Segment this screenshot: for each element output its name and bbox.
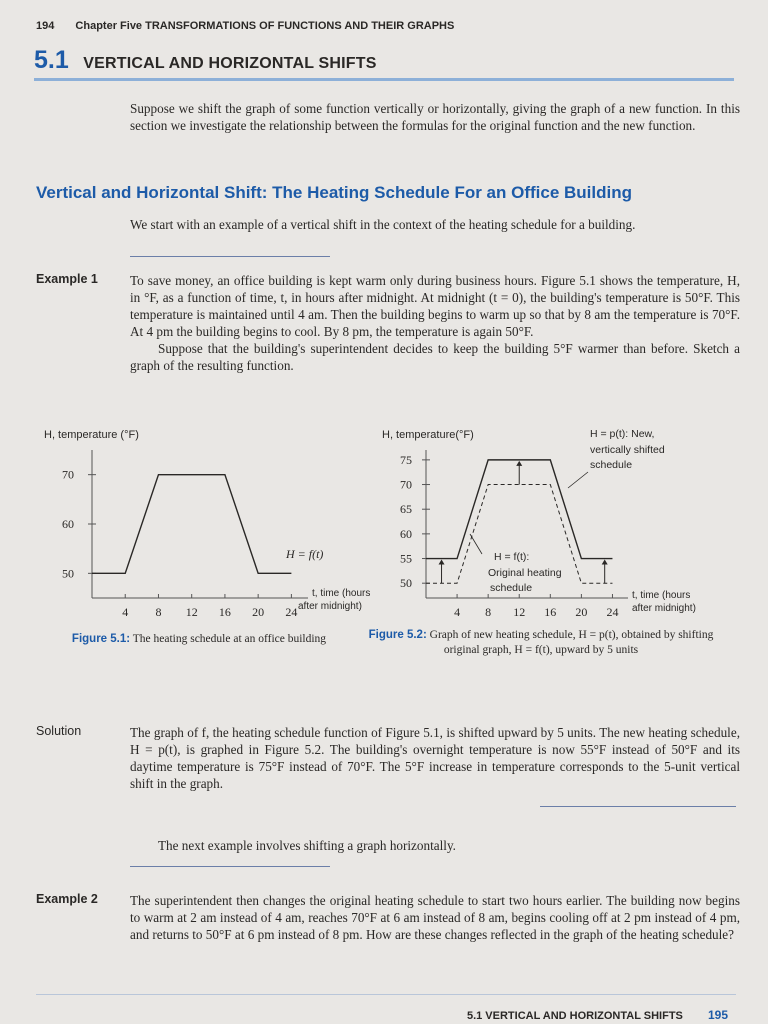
chart2-ytick-label: 70 xyxy=(400,477,412,492)
chart1-xtick-label: 24 xyxy=(285,605,298,619)
chart2-ylabel: H, temperature(°F) xyxy=(382,429,474,441)
transition-text: The next example involves shifting a graph horizontally. xyxy=(158,838,456,853)
page-footer xyxy=(467,1008,728,1022)
chart2-ytick-label: 75 xyxy=(400,452,412,467)
chart2-new-pointer xyxy=(568,472,588,488)
chart2-original-annotation: H = f(t): Original heating schedule xyxy=(488,551,562,594)
figure-5-1-caption xyxy=(44,632,354,647)
figure-5-2-text: Graph of new heating schedule, H = p(t), obtained by shifting original graph, H = f(t), upward by 5 units xyxy=(429,629,714,656)
chart2-xlabel: t, time (hours after midnight) xyxy=(632,590,696,614)
solution-text: The graph of f, the heating schedule function of Figure 5.1, is shifted upward by 5 units. The new heating schedule, H = p(t), is graphed in Figure 5.2. The building's overnight temperature is now 55°F instead of 50°F and its daytime temperature is 75°F instead of 70°F. The 5°F increase in temperature corresponds to the 5-unit vertical shift in the graph. xyxy=(130,725,740,791)
figure-5-2-label: Figure 5.2: xyxy=(368,629,427,641)
divider xyxy=(130,256,330,257)
section-title: VERTICAL AND HORIZONTAL SHIFTS xyxy=(83,55,377,72)
page-header xyxy=(36,20,454,32)
example2-paragraph xyxy=(130,892,740,943)
intro-text: Suppose we shift the graph of some function vertically or horizontally, giving the graph of a new function. In this section we investigate the relationship between the formulas for the original function and the new function. xyxy=(130,101,740,133)
solution-paragraph xyxy=(130,724,740,792)
figure-5-1-chart xyxy=(40,420,370,630)
chart1-xtick-label: 4 xyxy=(122,605,129,619)
figure-5-2-chart xyxy=(378,420,718,630)
running-title: 5.1 VERTICAL AND HORIZONTAL SHIFTS xyxy=(466,1010,683,1022)
subheading: Vertical and Horizontal Shift: The Heating Schedule For an Office Building xyxy=(36,183,633,202)
figure-5-1-label: Figure 5.1: xyxy=(71,633,131,645)
section-number: 5.1 xyxy=(34,46,69,74)
chart2-ytick-label: 60 xyxy=(400,526,412,541)
chapter-title: Chapter Five TRANSFORMATIONS OF FUNCTIONS AND THEIR GRAPHS xyxy=(75,20,455,32)
chart2-xtick-label: 24 xyxy=(606,605,619,619)
solution-label: Solution xyxy=(36,724,82,738)
chart1-xtick-label: 16 xyxy=(218,605,231,619)
example1-paragraph-2: Suppose that the building's superintendent decides to keep the building 5°F warmer than before. Sketch a graph of the resulting function. xyxy=(130,341,740,373)
chart2-xtick-label: 12 xyxy=(513,605,526,619)
section-heading xyxy=(34,46,377,75)
page-number: 194 xyxy=(36,20,55,32)
chart2-shift-arrowhead xyxy=(516,461,522,466)
chart1-xtick-label: 20 xyxy=(252,605,265,619)
footer-rule xyxy=(36,994,736,995)
section-rule xyxy=(34,78,734,81)
chart1-xtick-label: 8 xyxy=(155,605,162,619)
chart2-ytick-label: 50 xyxy=(400,576,412,591)
transition-paragraph xyxy=(158,837,718,854)
solution-end-rule xyxy=(540,806,736,807)
example2-label: Example 2 xyxy=(36,892,98,906)
chart2-shift-arrows xyxy=(439,461,608,583)
subheading-text: We start with an example of a vertical shift in the context of the heating schedule for a building. xyxy=(130,217,636,232)
example1-label: Example 1 xyxy=(36,272,98,286)
chart2-xtick-label: 16 xyxy=(544,605,557,619)
subheading-paragraph xyxy=(130,216,740,233)
chart1-xtick-label: 12 xyxy=(185,605,198,619)
chart2-new-annotation: H = p(t): New, vertically shifted schedule xyxy=(590,428,665,471)
chart2-ytick-label: 65 xyxy=(400,502,412,517)
figure-5-1-text: The heating schedule at an office building xyxy=(132,633,327,645)
chart2-original-pointer xyxy=(470,534,482,554)
divider-2 xyxy=(130,866,330,867)
chart1-ylabel: H, temperature (°F) xyxy=(44,429,139,441)
chart2-shift-arrowhead xyxy=(439,560,445,565)
footer-page-number: 195 xyxy=(707,1008,728,1022)
example2-text: The superintendent then changes the original heating schedule to start two hours earlier. The building now begins to warm at 2 am instead of 4 am, reaches 70°F at 6 am instead of 8 am, begins cooling off at 2 pm instead of 4 pm, and returns to 50°F at 6 pm instead of 8 pm. How are these changes reflected in the graph of the heating schedule? xyxy=(130,893,740,942)
intro-paragraph xyxy=(130,100,740,134)
chart1-series-label: H = f(t) xyxy=(286,547,324,561)
chart2-ytick-label: 55 xyxy=(400,551,412,566)
chart2-xtick-label: 8 xyxy=(485,605,492,619)
chart2-shift-arrowhead xyxy=(602,560,608,565)
example1-text xyxy=(130,272,740,374)
chart1-ytick-label: 50 xyxy=(62,566,74,581)
figure-5-2-caption xyxy=(366,628,716,658)
chart1-ytick-label: 60 xyxy=(62,517,74,531)
chart1-xlabel: t, time (hours after midnight) xyxy=(298,588,370,612)
chart2-xtick-label: 4 xyxy=(454,605,461,619)
example1-paragraph-1: To save money, an office building is kept warm only during business hours. Figure 5.1 shows the temperature, H, in °F, as a function of time, t, in hours after midnight. At midnight (t = 0), the building's temperature is 50°F. This temperature is maintained until 4 am. Then the building begins to warm up so that by 8 am the temperature is 70°F. At 4 pm the building begins to cool. By 8 pm, the temperature is again 50°F. xyxy=(130,273,740,339)
chart1-ytick-label: 70 xyxy=(62,467,74,482)
chart1-series-f xyxy=(92,475,291,574)
chart2-xtick-label: 20 xyxy=(575,605,588,619)
